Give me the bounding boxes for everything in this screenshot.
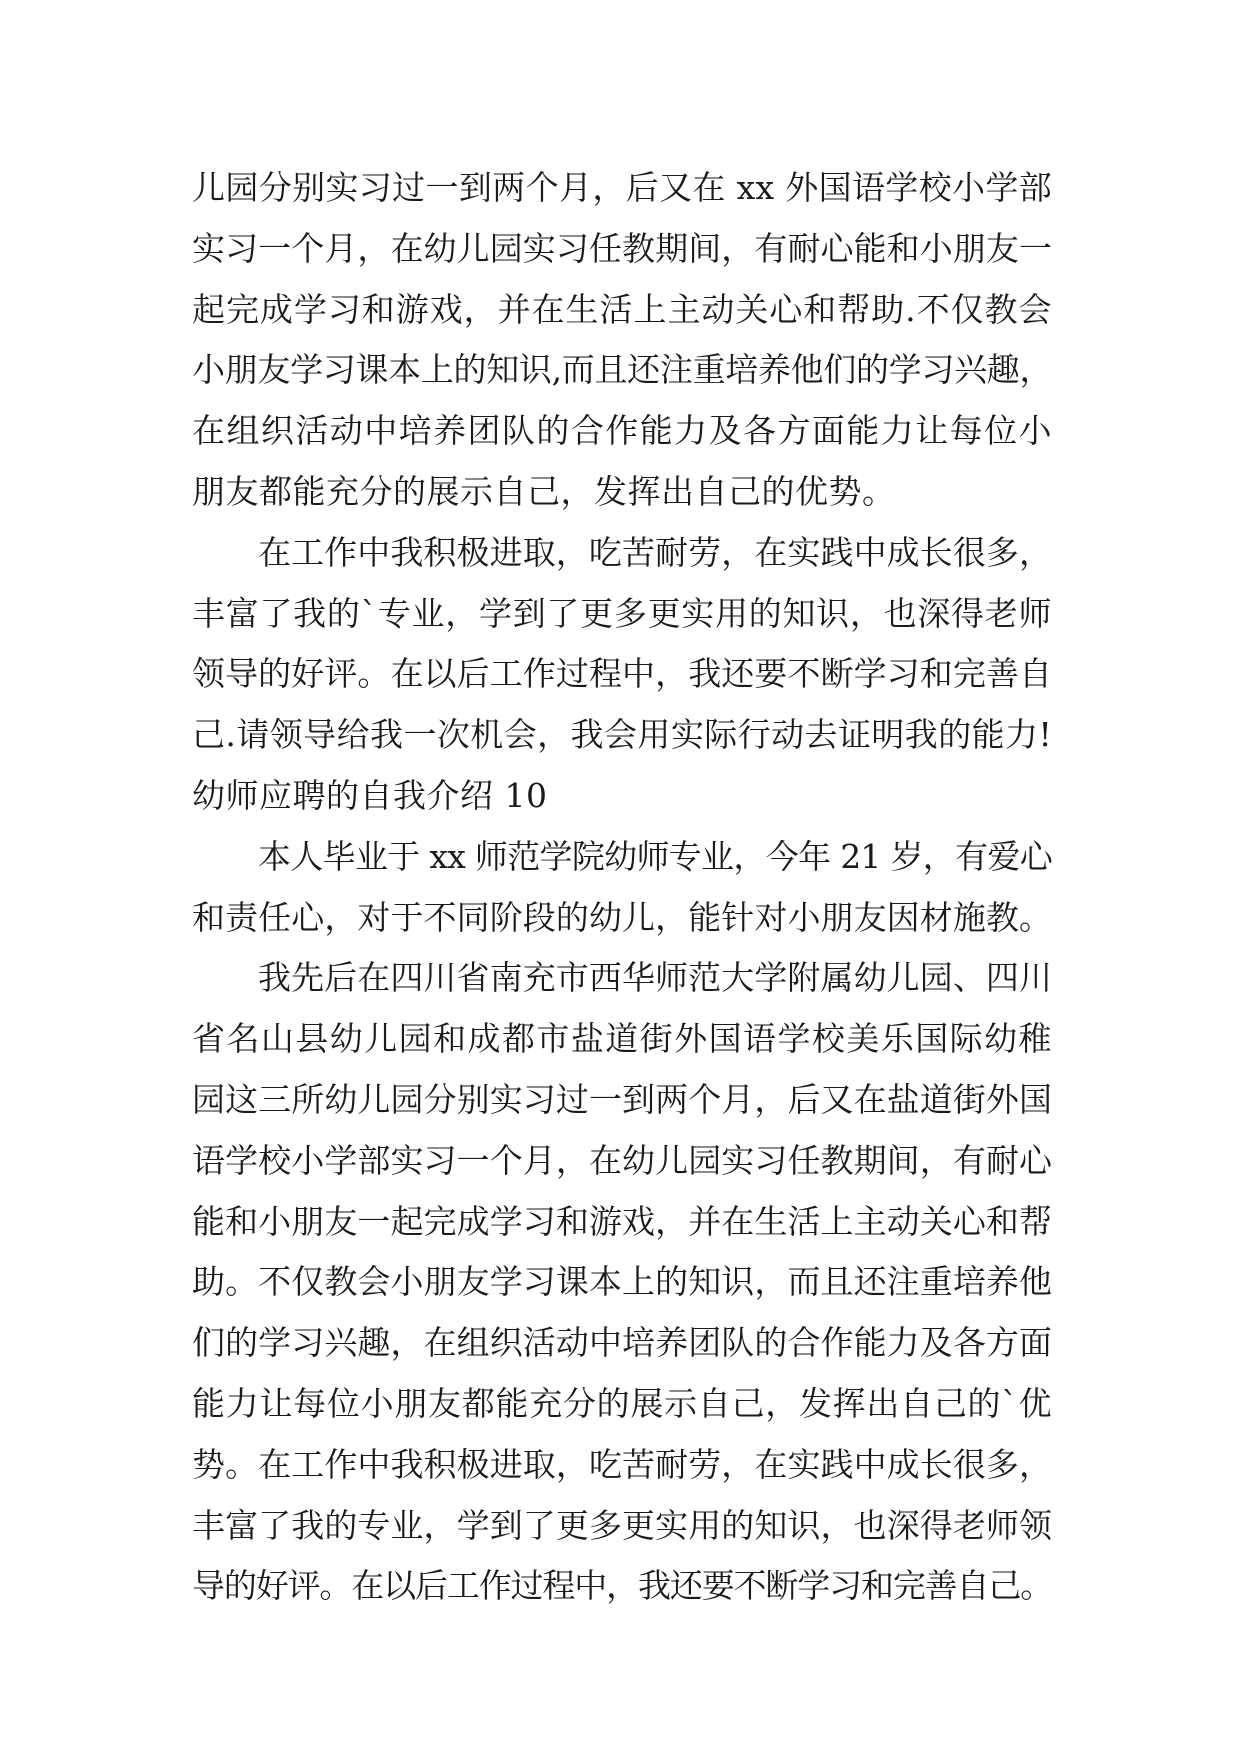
text-line: 和责任心，对于不同阶段的幼儿，能针对小朋友因材施教。: [192, 897, 1052, 937]
text-line: 势。在工作中我积极进取，吃苦耐劳，在实践中成长很多，: [192, 1444, 1052, 1484]
text-line: 朋友都能充分的展示自己，发挥出自己的优势。: [192, 471, 896, 511]
paragraph-start-line: 我先后在四川省南充市西华师范大学附属幼儿园、四川: [258, 958, 1052, 998]
text-line: 起完成学习和游戏，并在生活上主动关心和帮助.不仅教会: [192, 289, 1052, 329]
text-line: 丰富了我的`专业，学到了更多更实用的知识，也深得老师: [192, 593, 1052, 633]
text-line: 实习一个月，在幼儿园实习任教期间，有耐心能和小朋友一: [192, 228, 1052, 268]
text-line: 助。不仅教会小朋友学习课本上的知识，而且还注重培养他: [192, 1262, 1052, 1302]
paragraph-start-line: 本人毕业于 xx 师范学院幼师专业，今年 21 岁，有爱心: [258, 836, 1053, 876]
text-line: 己.请领导给我一次机会，我会用实际行动去证明我的能力!: [192, 715, 1052, 755]
text-line: 能力让每位小朋友都能充分的展示自己，发挥出自己的`优: [192, 1383, 1052, 1423]
text-line: 领导的好评。在以后工作过程中，我还要不断学习和完善自: [192, 654, 1052, 694]
text-line: 导的好评。在以后工作过程中，我还要不断学习和完善自己。: [192, 1566, 1052, 1606]
text-line: 丰富了我的专业，学到了更多更实用的知识，也深得老师领: [192, 1505, 1052, 1545]
text-line: 能和小朋友一起完成学习和游戏，并在生活上主动关心和帮: [192, 1201, 1052, 1241]
document-body: [192, 158, 1052, 1617]
text-line: 们的学习兴趣，在组织活动中培养团队的合作能力及各方面: [192, 1323, 1052, 1363]
text-line: 园这三所幼儿园分别实习过一到两个月，后又在盐道街外国: [192, 1079, 1052, 1119]
text-line: 儿园分别实习过一到两个月，后又在 xx 外国语学校小学部: [192, 168, 1052, 207]
section-heading: 幼师应聘的自我介绍 10: [192, 775, 548, 815]
text-line: 在组织活动中培养团队的合作能力及各方面能力让每位小: [192, 411, 1052, 451]
text-line: 省名山县幼儿园和成都市盐道街外国语学校美乐国际幼稚: [192, 1019, 1052, 1059]
text-line: 语学校小学部实习一个月，在幼儿园实习任教期间，有耐心: [192, 1140, 1052, 1180]
paragraph-start-line: 在工作中我积极进取，吃苦耐劳，在实践中成长很多，: [258, 532, 1052, 572]
text-line: 小朋友学习课本上的知识,而且还注重培养他们的学习兴趣，: [192, 350, 1052, 390]
